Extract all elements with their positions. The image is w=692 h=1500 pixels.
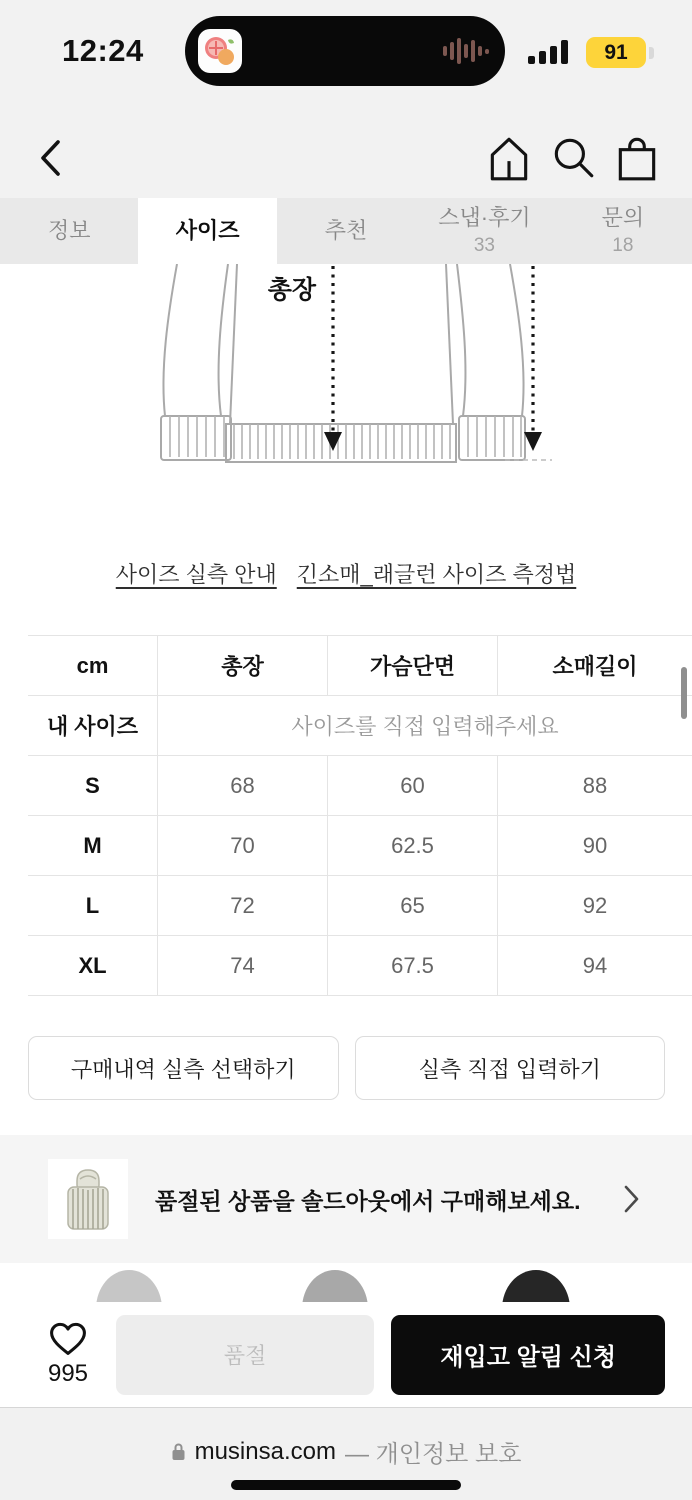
select-purchase-measure-button[interactable]: 구매내역 실측 선택하기 — [28, 1036, 339, 1100]
recording-waveform-icon — [443, 16, 489, 86]
snap-reviews-count: 33 — [473, 235, 495, 256]
col-chest: 가슴단면 — [327, 636, 497, 695]
address-bar[interactable] — [0, 1434, 692, 1469]
size-measurement-diagram — [0, 264, 692, 474]
bag-icon — [612, 133, 662, 183]
product-thumbnail — [48, 1159, 128, 1239]
product-image — [502, 1270, 570, 1302]
nav-bar — [0, 110, 692, 198]
product-tab-bar — [0, 198, 692, 264]
battery-cap — [649, 47, 654, 59]
like-button[interactable] — [40, 1322, 96, 1388]
measure-actions — [28, 1036, 665, 1100]
cart-button[interactable] — [612, 132, 662, 184]
table-row: S 68 60 88 — [28, 755, 692, 815]
status-bar — [0, 0, 692, 110]
soldout-banner-message: 품절된 상품을 솔드아웃에서 구매해보세요. — [155, 1187, 581, 1214]
measure-guide-link[interactable]: 사이즈 실측 안내 — [115, 562, 277, 587]
dynamic-island[interactable] — [185, 16, 505, 86]
inquiry-count: 18 — [612, 235, 634, 256]
direct-input-measure-button[interactable]: 실측 직접 입력하기 — [355, 1036, 666, 1100]
measure-howto-link[interactable]: 긴소매_래글런 사이즈 측정법 — [296, 562, 577, 587]
browser-footer — [0, 1407, 692, 1500]
product-image — [302, 1270, 368, 1302]
search-button[interactable] — [548, 132, 598, 184]
fruit-app-icon — [198, 29, 242, 73]
tab-recommend[interactable]: 추천 — [324, 218, 368, 243]
my-size-row — [28, 695, 692, 755]
my-size-input[interactable]: 사이즈를 직접 입력해주세요 — [157, 696, 692, 755]
chevron-right-icon[interactable] — [624, 1185, 640, 1218]
cellular-signal-icon — [528, 40, 568, 64]
home-button[interactable] — [484, 132, 534, 184]
home-indicator[interactable] — [231, 1480, 461, 1490]
lock-icon — [171, 1442, 186, 1462]
soldout-banner[interactable] — [0, 1135, 692, 1263]
like-count: 995 — [47, 1359, 89, 1387]
privacy-label: — 개인정보 보호 — [344, 1441, 522, 1468]
tab-snap-reviews[interactable]: 스냅·후기 33 — [438, 205, 531, 256]
total-length-label: 총장 — [267, 276, 316, 304]
tab-info[interactable]: 정보 — [47, 218, 91, 243]
battery-indicator — [586, 37, 646, 68]
size-table — [28, 635, 692, 996]
tab-inquiry[interactable]: 문의 18 — [601, 205, 645, 256]
site-domain: musinsa.com — [194, 1437, 336, 1465]
col-total-length: 총장 — [157, 636, 327, 695]
back-button[interactable] — [38, 136, 68, 180]
home-icon — [484, 133, 534, 183]
product-image — [96, 1270, 162, 1302]
clock: 12:24 — [62, 33, 144, 68]
search-icon — [548, 133, 598, 183]
col-sleeve: 소매길이 — [497, 636, 692, 695]
table-row: M 70 62.5 90 — [28, 815, 692, 875]
related-products-strip[interactable] — [0, 1263, 692, 1302]
my-size-label: 내 사이즈 — [46, 714, 139, 739]
table-row: L 72 65 92 — [28, 875, 692, 935]
page-scrollbar[interactable] — [681, 667, 687, 719]
restock-alert-button[interactable]: 재입고 알림 신청 — [391, 1315, 665, 1395]
tab-size[interactable]: 사이즈 — [138, 198, 276, 264]
battery-percent: 91 — [604, 40, 628, 64]
heart-icon — [48, 1322, 88, 1356]
unit-header-cell: cm — [76, 652, 109, 678]
purchase-bar — [0, 1302, 692, 1407]
guide-links — [0, 558, 692, 589]
table-row: XL 74 67.5 94 — [28, 935, 692, 995]
soldout-button[interactable]: 품절 — [116, 1315, 374, 1395]
size-table-header — [28, 635, 692, 695]
